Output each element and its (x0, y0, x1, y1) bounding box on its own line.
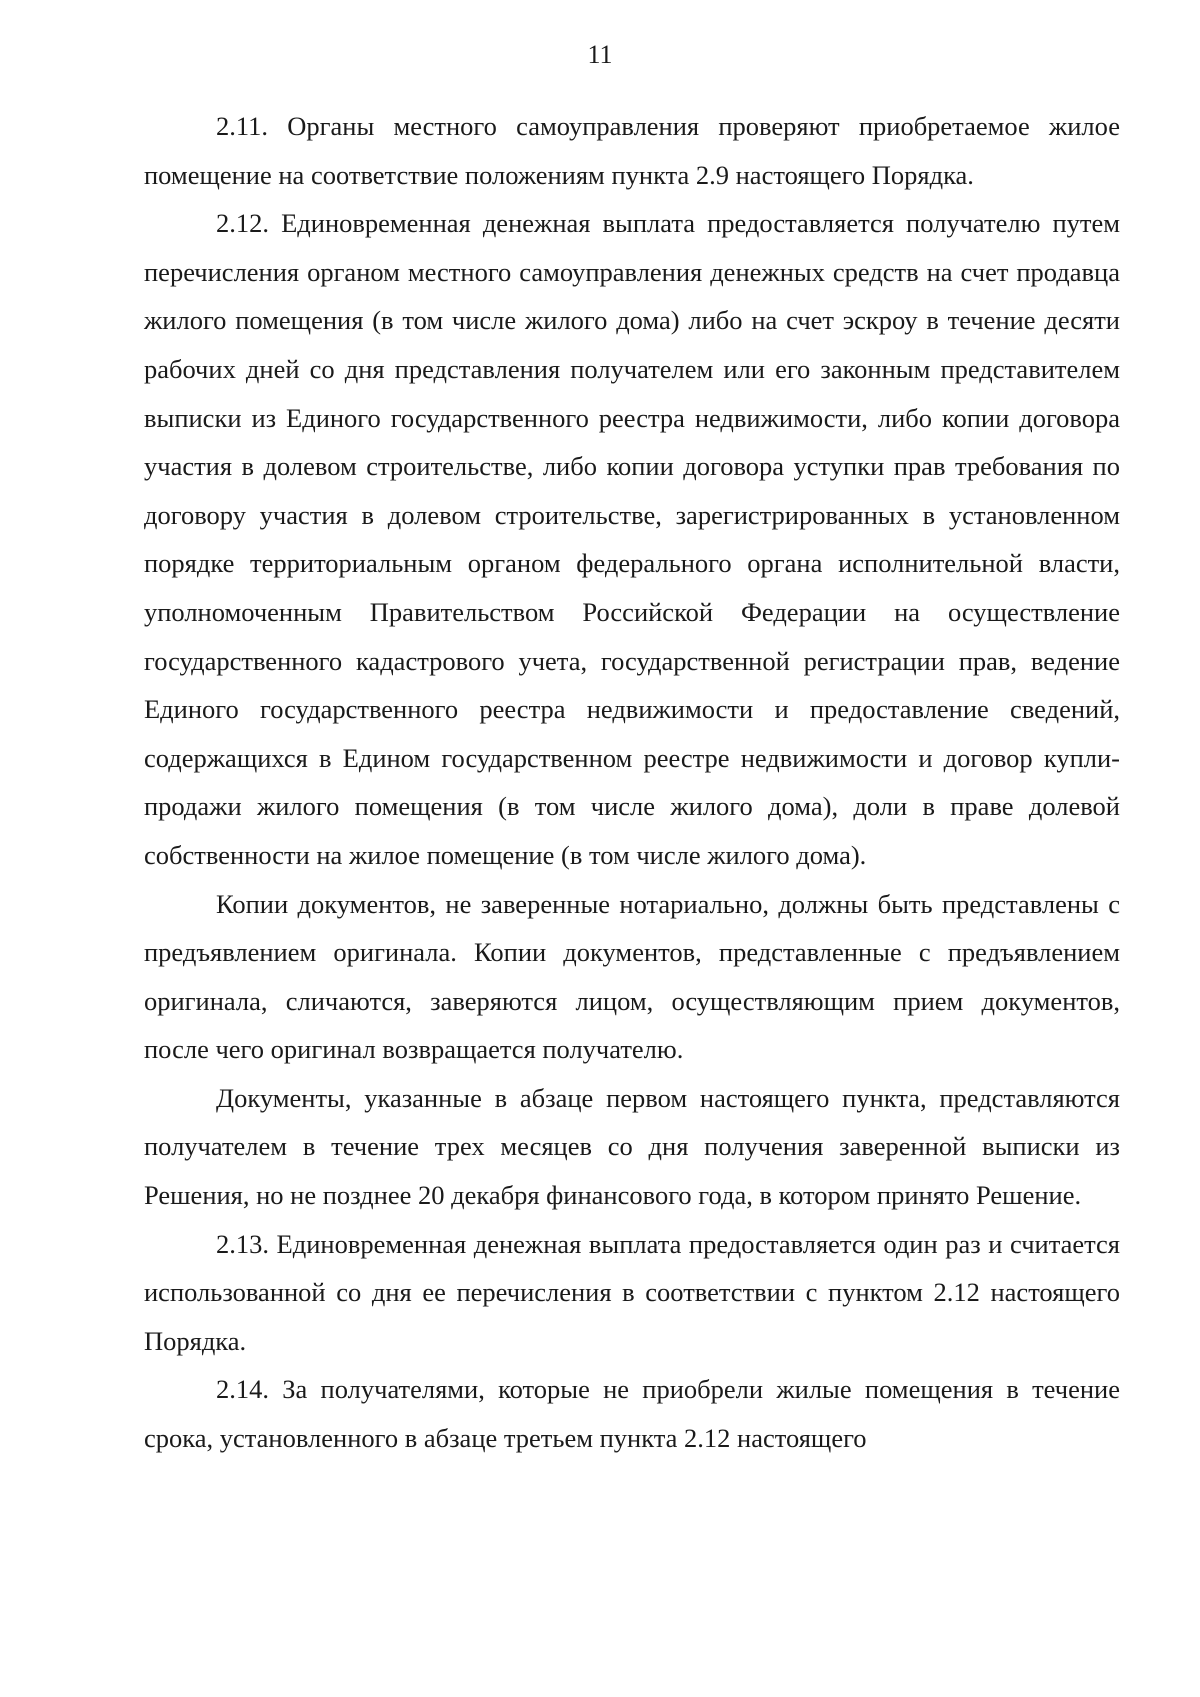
page-number: 11 (587, 40, 613, 69)
paragraph-2-14: 2.14. За получателями, которые не приобрели жилые помещения в течение срока, установленного в абзаце третьем пункта 2.12 настоящего (144, 1374, 1120, 1454)
paragraph-2-13: 2.13. Единовременная денежная выплата предоставляется один раз и считается использованной со дня ее перечисления в соответствии с пунктом 2.12 настоящего Порядка. (144, 1228, 1120, 1356)
paragraph-2-11: 2.11. Органы местного самоуправления проверяют приобретаемое жилое помещение на соответствие положениям пункта 2.9 настоящего Порядка. (144, 111, 1120, 190)
paragraph-documents: Документы, указанные в абзаце первом настоящего пункта, представляются получателем в течение трех месяцев со дня получения заверенной выписки из Решения, но не позднее 20 декабря финансового года, в котором принято Решение. (144, 1082, 1120, 1211)
document-body (144, 102, 1120, 1463)
paragraph-2-12: 2.12. Единовременная денежная выплата предоставляется получателю путем перечисления органом местного самоуправления денежных средств на счет продавца жилого помещения (в том числе жилого дома) либо на счет эскроу в течение десяти рабочих дней со дня представления получателем или его законным представителем выписки из Единого государственного реестра недвижимости, либо копии договора участия в долевом строительстве, либо копии договора уступки прав требования по договору участия в долевом строительстве, зарегистрированных в установленном порядке территориальным органом федерального органа исполнительной власти, уполномоченным Правительством Российской Федерации на осуществление государственного кадастрового учета, государственной регистрации прав, ведение Единого государственного реестра недвижимости и предоставление сведений, содержащихся в Едином государственном реестре недвижимости и договор купли-продажи жилого помещения (в том числе жилого дома), доли в праве долевой собственности на жилое помещение (в том числе жилого дома). (144, 208, 1120, 870)
paragraph-copies: Копии документов, не заверенные нотариально, должны быть представлены с предъявлением оригинала. Копии документов, представленные с предъявлением оригинала, сличаются, заверяются лицом, осуществляющим прием документов, после чего оригинал возвращается получателю. (144, 888, 1120, 1065)
